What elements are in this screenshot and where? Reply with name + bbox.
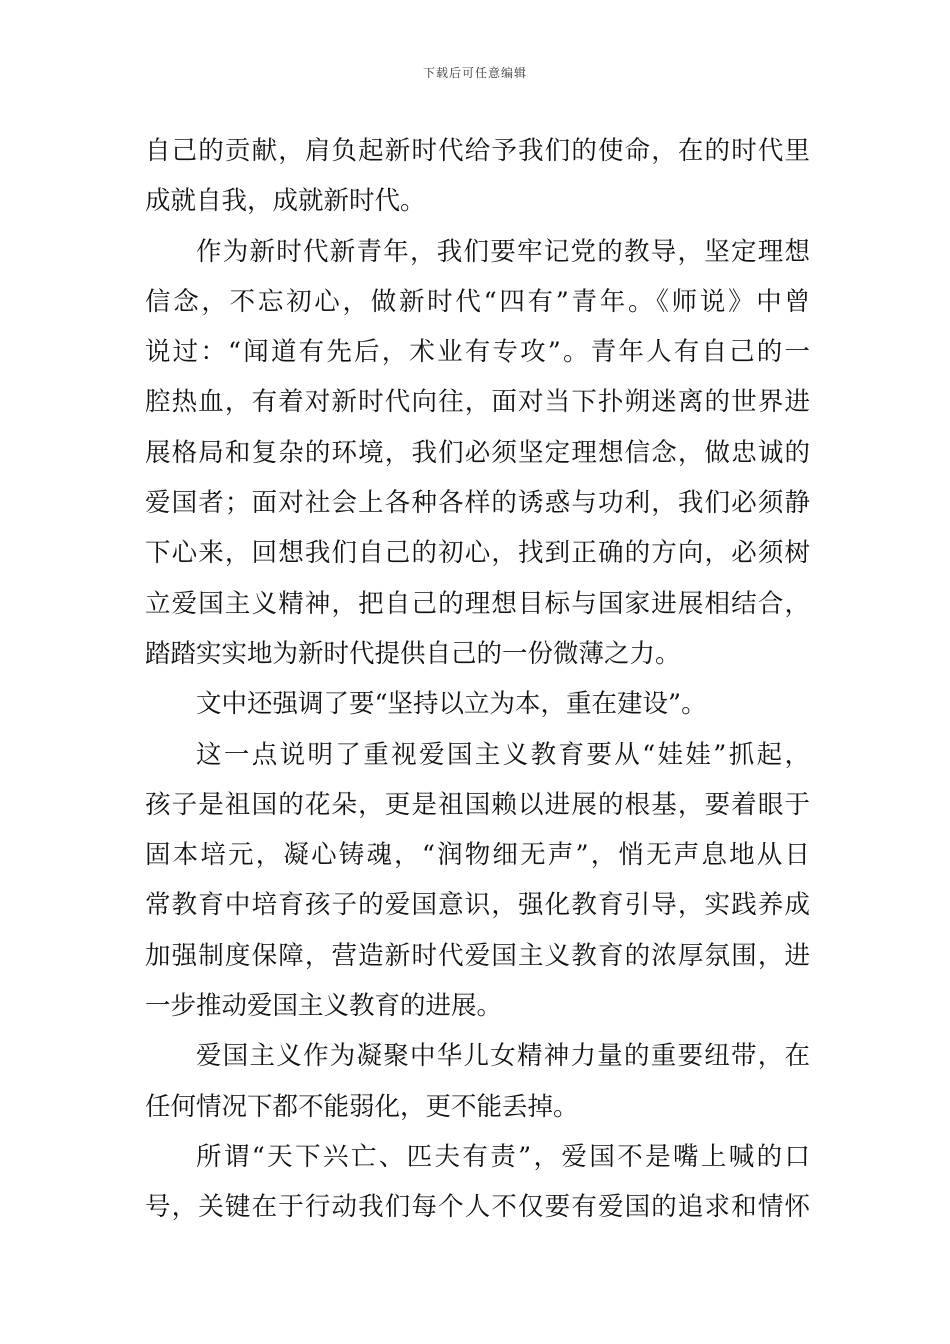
text-line: 展格局和复杂的环境，我们必须坚定理想信念，做忠诚的 — [145, 437, 810, 468]
text-line: 孩子是祖国的花朵，更是祖国赖以进展的根基，要着眼于 — [145, 789, 810, 820]
page-header: 下载后可任意编辑 — [422, 66, 527, 80]
text-line: 任何情况下都不能弱化，更不能丢掉。 — [145, 1091, 579, 1122]
text-line: 常教育中培育孩子的爱国意识，强化教育引导，实践养成 — [145, 890, 810, 921]
text-line: 信念，不忘初心，做新时代“四有”青年。《师说》中曾 — [145, 286, 810, 317]
text-line: 加强制度保障，营造新时代爱国主义教育的浓厚氛围，进 — [145, 940, 810, 971]
text-line: 所谓“天下兴亡、匹夫有责”，爱国不是嘴上喊的口 — [196, 1141, 810, 1172]
text-line: 下心来，回想我们自己的初心，找到正确的方向，必须树 — [145, 538, 810, 569]
text-line: 说过：“闻道有先后，术业有专攻”。青年人有自己的一 — [145, 337, 810, 368]
text-line: 文中还强调了要“坚持以立为本，重在建设”。 — [196, 689, 707, 720]
text-line: 一步推动爱国主义教育的进展。 — [145, 991, 503, 1022]
text-line: 立爱国主义精神，把自己的理想目标与国家进展相结合， — [145, 588, 810, 619]
text-line: 爱国主义作为凝聚中华儿女精神力量的重要纽带，在 — [196, 1041, 810, 1072]
text-line: 腔热血，有着对新时代向往，面对当下扑朔迷离的世界进 — [145, 387, 810, 418]
text-line: 成就自我，成就新时代。 — [145, 186, 426, 217]
text-line: 踏踏实实地为新时代提供自己的一份微薄之力。 — [145, 638, 681, 669]
text-line: 固本培元，凝心铸魂，“润物细无声”，悄无声息地从日 — [145, 840, 810, 871]
text-line: 号，关键在于行动我们每个人不仅要有爱国的追求和情怀 — [145, 1192, 810, 1223]
text-line: 爱国者；面对社会上各种各样的诱惑与功利，我们必须静 — [145, 488, 810, 519]
body-text — [145, 126, 810, 1233]
text-line: 作为新时代新青年，我们要牢记党的教导，坚定理想 — [196, 236, 810, 267]
text-line: 自己的贡献，肩负起新时代给予我们的使命，在的时代里 — [145, 136, 810, 166]
text-line: 这一点说明了重视爱国主义教育要从“娃娃”抓起， — [196, 739, 810, 770]
